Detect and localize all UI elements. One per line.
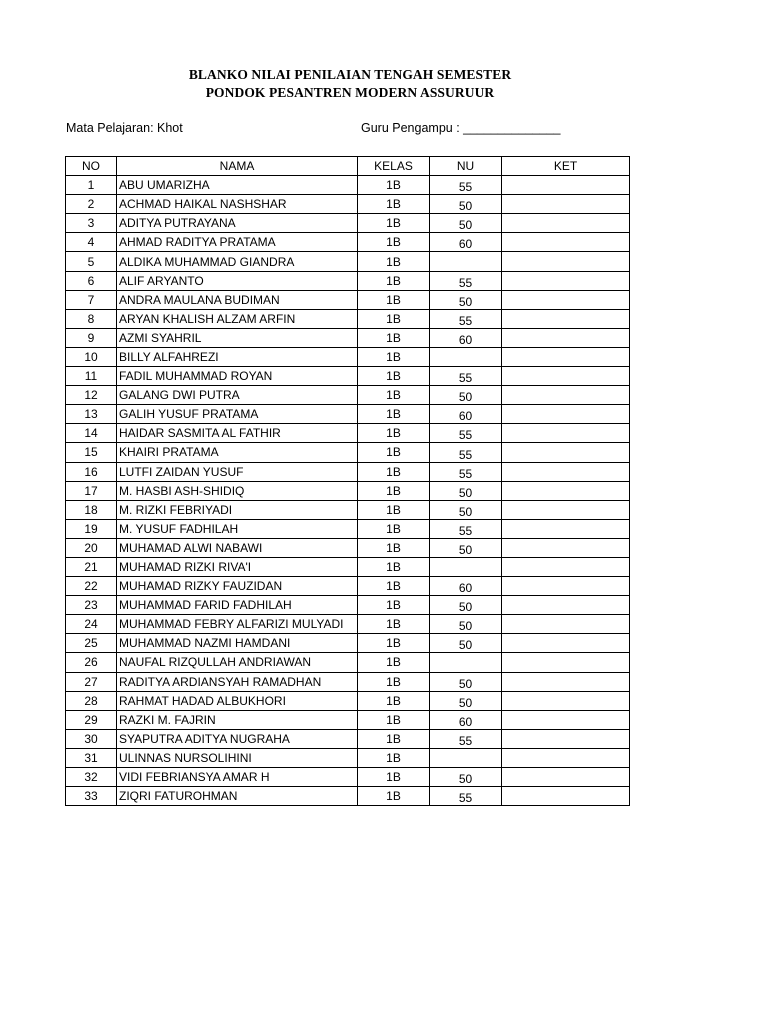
table-body xyxy=(66,176,630,806)
table-row xyxy=(66,729,630,748)
cell-nu: 55 xyxy=(430,309,502,328)
cell-no: 2 xyxy=(66,195,117,214)
column-header-nu: NU xyxy=(430,157,502,176)
table-row xyxy=(66,710,630,729)
cell-ket xyxy=(502,233,630,252)
cell-no: 15 xyxy=(66,443,117,462)
cell-nama: RADITYA ARDIANSYAH RAMADHAN xyxy=(117,672,358,691)
table-row xyxy=(66,596,630,615)
cell-nama: SYAPUTRA ADITYA NUGRAHA xyxy=(117,729,358,748)
cell-kelas: 1B xyxy=(358,557,430,576)
cell-no: 5 xyxy=(66,252,117,271)
cell-no: 13 xyxy=(66,405,117,424)
cell-kelas: 1B xyxy=(358,538,430,557)
cell-kelas: 1B xyxy=(358,691,430,710)
table-row xyxy=(66,176,630,195)
cell-nama: MUHAMMAD FEBRY ALFARIZI MULYADI xyxy=(117,615,358,634)
cell-kelas: 1B xyxy=(358,672,430,691)
cell-kelas: 1B xyxy=(358,290,430,309)
cell-kelas: 1B xyxy=(358,577,430,596)
cell-ket xyxy=(502,386,630,405)
cell-nu: 50 xyxy=(430,500,502,519)
grade-table xyxy=(65,156,630,806)
cell-nu: 55 xyxy=(430,729,502,748)
cell-nama: ABU UMARIZHA xyxy=(117,176,358,195)
table-row xyxy=(66,577,630,596)
table-row xyxy=(66,481,630,500)
cell-nama: KHAIRI PRATAMA xyxy=(117,443,358,462)
cell-no: 19 xyxy=(66,519,117,538)
cell-kelas: 1B xyxy=(358,748,430,767)
table-row xyxy=(66,405,630,424)
cell-kelas: 1B xyxy=(358,768,430,787)
cell-no: 17 xyxy=(66,481,117,500)
cell-ket xyxy=(502,462,630,481)
table-row xyxy=(66,386,630,405)
cell-kelas: 1B xyxy=(358,195,430,214)
cell-nu: 50 xyxy=(430,672,502,691)
table-row xyxy=(66,615,630,634)
table-row xyxy=(66,424,630,443)
cell-kelas: 1B xyxy=(358,271,430,290)
cell-ket xyxy=(502,347,630,366)
subject-label: Mata Pelajaran: Khot xyxy=(66,121,183,135)
cell-kelas: 1B xyxy=(358,424,430,443)
table-row xyxy=(66,443,630,462)
cell-nu: 55 xyxy=(430,424,502,443)
cell-nu xyxy=(430,653,502,672)
cell-nu: 50 xyxy=(430,481,502,500)
cell-no: 24 xyxy=(66,615,117,634)
cell-ket xyxy=(502,309,630,328)
cell-ket xyxy=(502,252,630,271)
cell-nama: ALIF ARYANTO xyxy=(117,271,358,290)
cell-no: 31 xyxy=(66,748,117,767)
cell-nu xyxy=(430,347,502,366)
cell-nu: 55 xyxy=(430,367,502,386)
cell-nama: HAIDAR SASMITA AL FATHIR xyxy=(117,424,358,443)
cell-ket xyxy=(502,672,630,691)
cell-nu xyxy=(430,557,502,576)
cell-nu: 50 xyxy=(430,615,502,634)
cell-nu: 60 xyxy=(430,577,502,596)
cell-kelas: 1B xyxy=(358,519,430,538)
cell-ket xyxy=(502,596,630,615)
cell-nama: BILLY ALFAHREZI xyxy=(117,347,358,366)
cell-ket xyxy=(502,214,630,233)
cell-no: 29 xyxy=(66,710,117,729)
cell-kelas: 1B xyxy=(358,309,430,328)
teacher-label: Guru Pengampu : ______________ xyxy=(361,121,561,135)
cell-kelas: 1B xyxy=(358,634,430,653)
cell-no: 30 xyxy=(66,729,117,748)
table-row xyxy=(66,462,630,481)
cell-kelas: 1B xyxy=(358,252,430,271)
table-row xyxy=(66,634,630,653)
cell-nu: 50 xyxy=(430,691,502,710)
table-row xyxy=(66,500,630,519)
cell-ket xyxy=(502,328,630,347)
cell-nama: MUHAMAD RIZKY FAUZIDAN xyxy=(117,577,358,596)
cell-ket xyxy=(502,405,630,424)
cell-no: 9 xyxy=(66,328,117,347)
cell-ket xyxy=(502,787,630,806)
cell-nu: 55 xyxy=(430,271,502,290)
cell-ket xyxy=(502,538,630,557)
cell-no: 14 xyxy=(66,424,117,443)
cell-ket xyxy=(502,691,630,710)
table-row xyxy=(66,557,630,576)
cell-ket xyxy=(502,653,630,672)
cell-nu: 55 xyxy=(430,176,502,195)
cell-nama: MUHAMMAD FARID FADHILAH xyxy=(117,596,358,615)
cell-kelas: 1B xyxy=(358,405,430,424)
cell-ket xyxy=(502,768,630,787)
table-row xyxy=(66,519,630,538)
cell-no: 8 xyxy=(66,309,117,328)
cell-nu: 55 xyxy=(430,443,502,462)
cell-ket xyxy=(502,519,630,538)
cell-nama: M. HASBI ASH-SHIDIQ xyxy=(117,481,358,500)
cell-kelas: 1B xyxy=(358,500,430,519)
cell-nama: AZMI SYAHRIL xyxy=(117,328,358,347)
cell-nama: MUHAMMAD NAZMI HAMDANI xyxy=(117,634,358,653)
cell-kelas: 1B xyxy=(358,443,430,462)
cell-no: 32 xyxy=(66,768,117,787)
cell-nama: ADITYA PUTRAYANA xyxy=(117,214,358,233)
cell-no: 6 xyxy=(66,271,117,290)
table-row xyxy=(66,367,630,386)
table-row xyxy=(66,672,630,691)
cell-no: 20 xyxy=(66,538,117,557)
column-header-no: NO xyxy=(66,157,117,176)
cell-nu: 60 xyxy=(430,233,502,252)
cell-nu: 50 xyxy=(430,538,502,557)
cell-nu: 50 xyxy=(430,596,502,615)
cell-kelas: 1B xyxy=(358,462,430,481)
cell-nama: VIDI FEBRIANSYA AMAR H xyxy=(117,768,358,787)
cell-nu: 60 xyxy=(430,328,502,347)
document-subtitle: PONDOK PESANTREN MODERN ASSURUUR xyxy=(205,85,495,100)
cell-kelas: 1B xyxy=(358,367,430,386)
cell-no: 3 xyxy=(66,214,117,233)
cell-nama: ULINNAS NURSOLIHINI xyxy=(117,748,358,767)
table-row xyxy=(66,538,630,557)
table-row xyxy=(66,691,630,710)
cell-nama: GALIH YUSUF PRATAMA xyxy=(117,405,358,424)
table-row xyxy=(66,290,630,309)
cell-nu: 55 xyxy=(430,462,502,481)
cell-kelas: 1B xyxy=(358,787,430,806)
cell-ket xyxy=(502,290,630,309)
cell-kelas: 1B xyxy=(358,214,430,233)
cell-nu: 50 xyxy=(430,290,502,309)
cell-nama: M. RIZKI FEBRIYADI xyxy=(117,500,358,519)
cell-nu: 50 xyxy=(430,195,502,214)
cell-ket xyxy=(502,557,630,576)
column-header-kelas: KELAS xyxy=(358,157,430,176)
cell-no: 23 xyxy=(66,596,117,615)
table-row xyxy=(66,271,630,290)
cell-kelas: 1B xyxy=(358,176,430,195)
cell-no: 1 xyxy=(66,176,117,195)
cell-no: 10 xyxy=(66,347,117,366)
cell-kelas: 1B xyxy=(358,328,430,347)
table-row xyxy=(66,252,630,271)
cell-ket xyxy=(502,615,630,634)
cell-kelas: 1B xyxy=(358,347,430,366)
cell-nama: NAUFAL RIZQULLAH ANDRIAWAN xyxy=(117,653,358,672)
table-row xyxy=(66,653,630,672)
cell-ket xyxy=(502,367,630,386)
cell-kelas: 1B xyxy=(358,386,430,405)
cell-kelas: 1B xyxy=(358,481,430,500)
cell-kelas: 1B xyxy=(358,596,430,615)
table-row xyxy=(66,787,630,806)
cell-nu: 50 xyxy=(430,214,502,233)
cell-ket xyxy=(502,729,630,748)
cell-nama: M. YUSUF FADHILAH xyxy=(117,519,358,538)
cell-nama: ZIQRI FATUROHMAN xyxy=(117,787,358,806)
cell-ket xyxy=(502,176,630,195)
cell-nu: 55 xyxy=(430,787,502,806)
cell-nama: MUHAMAD ALWI NABAWI xyxy=(117,538,358,557)
cell-ket xyxy=(502,424,630,443)
cell-ket xyxy=(502,577,630,596)
table-row xyxy=(66,328,630,347)
cell-no: 22 xyxy=(66,577,117,596)
cell-no: 4 xyxy=(66,233,117,252)
cell-no: 33 xyxy=(66,787,117,806)
cell-nama: ACHMAD HAIKAL NASHSHAR xyxy=(117,195,358,214)
column-header-nama: NAMA xyxy=(117,157,358,176)
table-row xyxy=(66,748,630,767)
cell-ket xyxy=(502,271,630,290)
cell-no: 12 xyxy=(66,386,117,405)
cell-nu xyxy=(430,252,502,271)
cell-nu: 55 xyxy=(430,519,502,538)
cell-no: 28 xyxy=(66,691,117,710)
table-row xyxy=(66,309,630,328)
cell-kelas: 1B xyxy=(358,729,430,748)
cell-no: 26 xyxy=(66,653,117,672)
cell-nama: RAZKI M. FAJRIN xyxy=(117,710,358,729)
cell-ket xyxy=(502,195,630,214)
cell-nama: GALANG DWI PUTRA xyxy=(117,386,358,405)
table-row xyxy=(66,233,630,252)
cell-kelas: 1B xyxy=(358,233,430,252)
cell-kelas: 1B xyxy=(358,710,430,729)
cell-nama: ALDIKA MUHAMMAD GIANDRA xyxy=(117,252,358,271)
cell-nama: FADIL MUHAMMAD ROYAN xyxy=(117,367,358,386)
cell-nama: ANDRA MAULANA BUDIMAN xyxy=(117,290,358,309)
cell-no: 21 xyxy=(66,557,117,576)
cell-nu: 60 xyxy=(430,405,502,424)
cell-nama: ARYAN KHALISH ALZAM ARFIN xyxy=(117,309,358,328)
cell-ket xyxy=(502,634,630,653)
table-row xyxy=(66,214,630,233)
cell-ket xyxy=(502,443,630,462)
table-row xyxy=(66,768,630,787)
cell-no: 16 xyxy=(66,462,117,481)
cell-nama: RAHMAT HADAD ALBUKHORI xyxy=(117,691,358,710)
cell-kelas: 1B xyxy=(358,615,430,634)
cell-nama: LUTFI ZAIDAN YUSUF xyxy=(117,462,358,481)
cell-no: 27 xyxy=(66,672,117,691)
cell-no: 25 xyxy=(66,634,117,653)
cell-no: 7 xyxy=(66,290,117,309)
cell-nama: MUHAMAD RIZKI RIVA'I xyxy=(117,557,358,576)
cell-nu: 50 xyxy=(430,386,502,405)
table-row xyxy=(66,195,630,214)
cell-nu: 50 xyxy=(430,768,502,787)
cell-no: 18 xyxy=(66,500,117,519)
table-row xyxy=(66,347,630,366)
column-header-ket: KET xyxy=(502,157,630,176)
cell-ket xyxy=(502,748,630,767)
cell-nu: 60 xyxy=(430,710,502,729)
cell-nu xyxy=(430,748,502,767)
cell-nama: AHMAD RADITYA PRATAMA xyxy=(117,233,358,252)
cell-ket xyxy=(502,481,630,500)
table-header-row xyxy=(66,157,630,176)
cell-nu: 50 xyxy=(430,634,502,653)
cell-ket xyxy=(502,710,630,729)
cell-no: 11 xyxy=(66,367,117,386)
cell-ket xyxy=(502,500,630,519)
cell-kelas: 1B xyxy=(358,653,430,672)
document-title: BLANKO NILAI PENILAIAN TENGAH SEMESTER xyxy=(188,67,512,82)
